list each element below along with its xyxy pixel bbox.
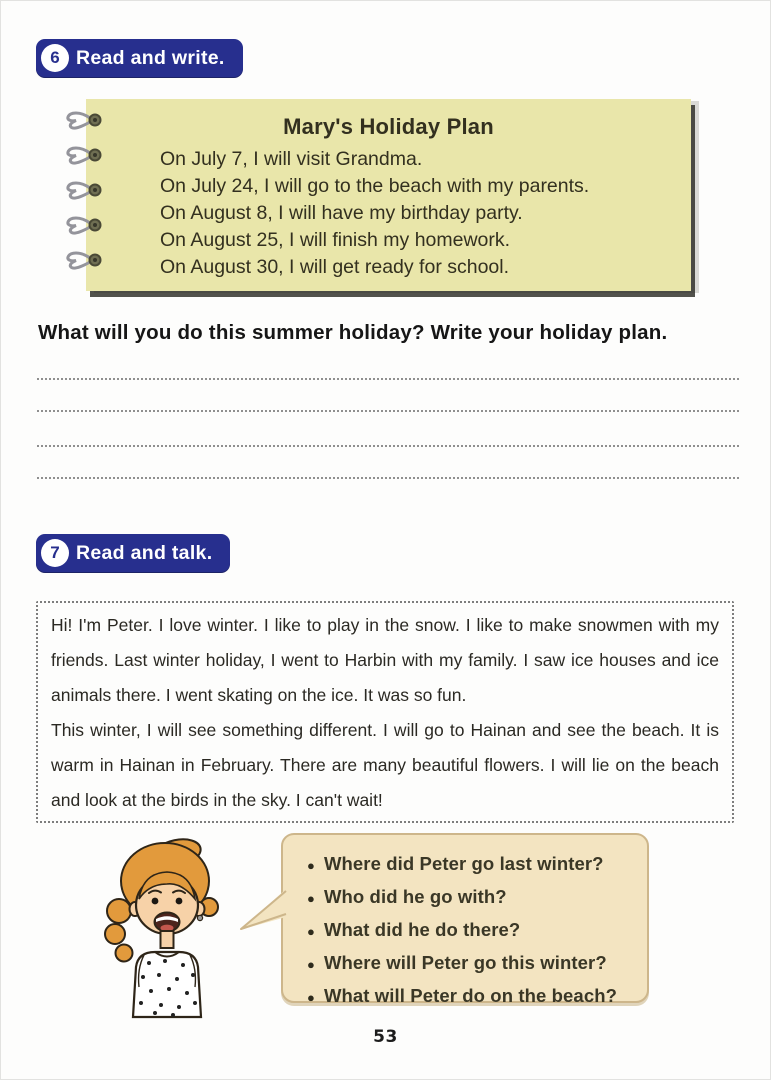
question-item xyxy=(307,848,637,881)
binder-ring-icon xyxy=(62,144,108,168)
note-line: On July 7, I will visit Grandma. xyxy=(160,148,423,170)
question-item xyxy=(307,881,637,914)
speech-bubble xyxy=(281,833,649,1006)
bullet-icon: ● xyxy=(307,924,315,939)
note-lines xyxy=(86,140,691,281)
passage-paragraph: Hi! I'm Peter. I love winter. I like to play in the snow. I like to make snowmen with my friends. Last winter holiday, I went to Harbin with my family. I saw ice houses and ice animals there. I went skating on the ice. It was so fun. xyxy=(51,615,719,705)
question-item xyxy=(307,914,637,947)
writing-line xyxy=(37,431,739,447)
question-text: Who did he go with? xyxy=(323,886,507,907)
question-text: Where did Peter go last winter? xyxy=(323,853,604,874)
section-number-circle: 7 xyxy=(41,539,69,567)
question-text: What did he do there? xyxy=(323,919,521,940)
bullet-icon: ● xyxy=(307,891,315,906)
question-text: What will Peter do on the beach? xyxy=(323,985,618,1006)
question-item xyxy=(307,947,637,980)
note-line: On July 24, I will go to the beach with my parents. xyxy=(160,175,590,197)
note-line: On August 8, I will have my birthday party. xyxy=(160,202,523,224)
passage-paragraph: This winter, I will see something different. I will go to Hainan and see the beach. It is warm in Hainan in February. There are many beautiful flowers. I will lie on the beach and look at the birds in the sky. I can't wait! xyxy=(51,720,719,810)
writing-line xyxy=(37,463,739,479)
binder-ring-icon xyxy=(62,214,108,238)
page-number: 53 xyxy=(373,1027,398,1047)
bullet-icon: ● xyxy=(307,858,315,873)
writing-prompt: What will you do this summer holiday? Write your holiday plan. xyxy=(38,321,668,344)
section-title: Read and talk. xyxy=(76,541,213,564)
holiday-note xyxy=(86,99,691,291)
bullet-icon: ● xyxy=(307,957,315,972)
read-talk-badge xyxy=(36,534,230,572)
girl-illustration xyxy=(99,835,229,1024)
reading-passage xyxy=(36,601,734,823)
section-title: Read and write. xyxy=(76,46,225,69)
read-write-badge xyxy=(36,39,243,77)
speech-bubble-tail-icon xyxy=(237,887,287,938)
binder-ring-icon xyxy=(62,179,108,203)
writing-line xyxy=(37,396,739,412)
bullet-icon: ● xyxy=(307,990,315,1005)
binder-ring-icon xyxy=(62,249,108,273)
writing-line xyxy=(37,364,739,380)
note-line: On August 30, I will get ready for school. xyxy=(160,256,510,278)
question-item xyxy=(307,980,637,1013)
question-text: Where will Peter go this winter? xyxy=(323,952,607,973)
section-number-circle: 6 xyxy=(41,44,69,72)
note-line: On August 25, I will finish my homework. xyxy=(160,229,511,251)
note-title: Mary's Holiday Plan xyxy=(283,114,494,139)
binder-ring-icon xyxy=(62,109,108,133)
